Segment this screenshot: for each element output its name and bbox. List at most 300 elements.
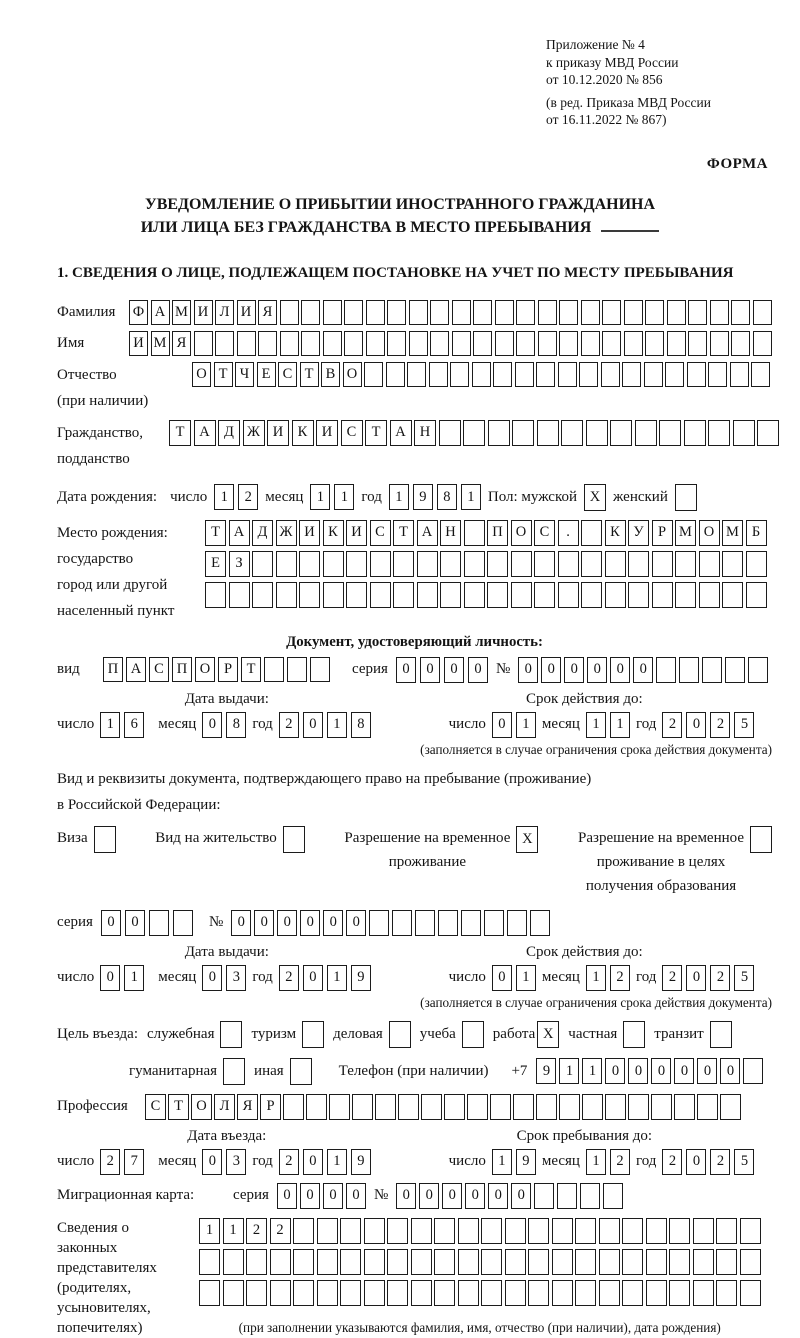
char-box[interactable]: 7: [124, 1149, 144, 1175]
char-box[interactable]: [731, 300, 750, 325]
char-box[interactable]: [720, 1094, 741, 1120]
char-box[interactable]: 1: [516, 712, 536, 738]
char-box[interactable]: [669, 1249, 690, 1275]
char-box[interactable]: [652, 551, 673, 577]
char-box[interactable]: П: [103, 657, 123, 682]
char-box[interactable]: [94, 826, 116, 853]
char-box[interactable]: Ф: [129, 300, 148, 325]
char-box[interactable]: [450, 362, 469, 387]
char-box[interactable]: 8: [226, 712, 246, 738]
char-box[interactable]: [276, 551, 297, 577]
char-box[interactable]: [534, 582, 555, 608]
char-box[interactable]: [628, 1094, 649, 1120]
char-box[interactable]: 0: [651, 1058, 671, 1084]
char-box[interactable]: [748, 657, 768, 683]
char-box[interactable]: [366, 300, 385, 325]
char-box[interactable]: С: [278, 362, 297, 387]
char-box[interactable]: [293, 1218, 314, 1244]
char-box[interactable]: [484, 910, 504, 936]
char-box[interactable]: 0: [444, 657, 464, 683]
char-box[interactable]: [246, 1249, 267, 1275]
char-box[interactable]: [552, 1218, 573, 1244]
char-box[interactable]: [317, 1218, 338, 1244]
char-box[interactable]: 0: [277, 910, 297, 936]
char-box[interactable]: 0: [633, 657, 653, 683]
char-box[interactable]: Е: [257, 362, 276, 387]
char-box[interactable]: Т: [300, 362, 319, 387]
char-box[interactable]: [464, 520, 485, 546]
char-box[interactable]: [280, 300, 299, 325]
char-box[interactable]: О: [192, 362, 211, 387]
char-box[interactable]: [693, 1249, 714, 1275]
char-box[interactable]: [452, 331, 471, 356]
char-box[interactable]: 1: [586, 712, 606, 738]
char-box[interactable]: [223, 1280, 244, 1306]
char-box[interactable]: 1: [389, 484, 409, 510]
char-box[interactable]: 0: [300, 1183, 320, 1209]
char-box[interactable]: Л: [215, 300, 234, 325]
char-box[interactable]: 9: [351, 1149, 371, 1175]
char-box[interactable]: [299, 582, 320, 608]
char-box[interactable]: [409, 300, 428, 325]
char-box[interactable]: 0: [202, 712, 222, 738]
char-box[interactable]: [223, 1249, 244, 1275]
char-box[interactable]: 2: [246, 1218, 267, 1244]
char-box[interactable]: [429, 362, 448, 387]
char-box[interactable]: 0: [100, 965, 120, 991]
char-box[interactable]: 2: [610, 1149, 630, 1175]
char-box[interactable]: [684, 420, 706, 446]
char-box[interactable]: [656, 657, 676, 683]
char-box[interactable]: Т: [365, 420, 387, 446]
char-box[interactable]: 0: [396, 1183, 416, 1209]
char-box[interactable]: [688, 331, 707, 356]
char-box[interactable]: [753, 300, 772, 325]
char-box[interactable]: И: [316, 420, 338, 446]
char-box[interactable]: [665, 362, 684, 387]
char-box[interactable]: [317, 1249, 338, 1275]
char-box[interactable]: [534, 1183, 554, 1209]
char-box[interactable]: [411, 1249, 432, 1275]
char-box[interactable]: 1: [492, 1149, 512, 1175]
char-box[interactable]: Т: [214, 362, 233, 387]
char-box[interactable]: [495, 331, 514, 356]
char-box[interactable]: [601, 362, 620, 387]
char-box[interactable]: И: [237, 300, 256, 325]
char-box[interactable]: 1: [586, 1149, 606, 1175]
char-box[interactable]: [512, 420, 534, 446]
char-box[interactable]: [205, 582, 226, 608]
char-box[interactable]: [488, 420, 510, 446]
char-box[interactable]: 2: [610, 965, 630, 991]
char-box[interactable]: [757, 420, 779, 446]
char-box[interactable]: О: [191, 1094, 212, 1120]
char-box[interactable]: 1: [582, 1058, 602, 1084]
char-box[interactable]: [434, 1218, 455, 1244]
char-box[interactable]: [534, 551, 555, 577]
char-box[interactable]: Ч: [235, 362, 254, 387]
char-box[interactable]: М: [722, 520, 743, 546]
char-box[interactable]: 0: [492, 712, 512, 738]
char-box[interactable]: [344, 331, 363, 356]
char-box[interactable]: [505, 1280, 526, 1306]
char-box[interactable]: [516, 331, 535, 356]
char-box[interactable]: [722, 551, 743, 577]
char-box[interactable]: 0: [125, 910, 145, 936]
char-box[interactable]: [458, 1280, 479, 1306]
char-box[interactable]: [409, 331, 428, 356]
char-box[interactable]: 0: [396, 657, 416, 683]
char-box[interactable]: Р: [260, 1094, 281, 1120]
char-box[interactable]: [194, 331, 213, 356]
char-box[interactable]: [220, 1021, 242, 1048]
char-box[interactable]: [511, 582, 532, 608]
char-box[interactable]: [487, 582, 508, 608]
char-box[interactable]: [440, 551, 461, 577]
char-box[interactable]: 2: [279, 965, 299, 991]
char-box[interactable]: [708, 420, 730, 446]
char-box[interactable]: [398, 1094, 419, 1120]
char-box[interactable]: А: [390, 420, 412, 446]
char-box[interactable]: [559, 331, 578, 356]
char-box[interactable]: С: [534, 520, 555, 546]
char-box[interactable]: [622, 1249, 643, 1275]
char-box[interactable]: [702, 657, 722, 683]
char-box[interactable]: [536, 362, 555, 387]
char-box[interactable]: [280, 331, 299, 356]
char-box[interactable]: [558, 551, 579, 577]
char-box[interactable]: И: [129, 331, 148, 356]
char-box[interactable]: [393, 551, 414, 577]
char-box[interactable]: 5: [734, 965, 754, 991]
char-box[interactable]: 1: [214, 484, 234, 510]
char-box[interactable]: К: [292, 420, 314, 446]
char-box[interactable]: [579, 362, 598, 387]
char-box[interactable]: 1: [327, 712, 347, 738]
char-box[interactable]: [513, 1094, 534, 1120]
char-box[interactable]: [199, 1280, 220, 1306]
char-box[interactable]: 0: [277, 1183, 297, 1209]
char-box[interactable]: О: [699, 520, 720, 546]
char-box[interactable]: [344, 300, 363, 325]
char-box[interactable]: [693, 1218, 714, 1244]
char-box[interactable]: М: [151, 331, 170, 356]
char-box[interactable]: [622, 1280, 643, 1306]
char-box[interactable]: 2: [662, 1149, 682, 1175]
char-box[interactable]: [516, 300, 535, 325]
char-box[interactable]: [538, 331, 557, 356]
char-box[interactable]: [599, 1218, 620, 1244]
char-box[interactable]: [716, 1249, 737, 1275]
char-box[interactable]: [461, 910, 481, 936]
char-box[interactable]: 0: [346, 910, 366, 936]
char-box[interactable]: 0: [202, 965, 222, 991]
char-box[interactable]: 0: [323, 910, 343, 936]
char-box[interactable]: [458, 1218, 479, 1244]
char-box[interactable]: [530, 910, 550, 936]
char-box[interactable]: [270, 1280, 291, 1306]
char-box[interactable]: 0: [303, 712, 323, 738]
char-box[interactable]: [301, 300, 320, 325]
char-box[interactable]: [364, 1280, 385, 1306]
char-box[interactable]: [740, 1280, 761, 1306]
char-box[interactable]: X: [584, 484, 606, 511]
char-box[interactable]: [511, 551, 532, 577]
char-box[interactable]: [710, 300, 729, 325]
char-box[interactable]: [731, 331, 750, 356]
char-box[interactable]: [708, 362, 727, 387]
char-box[interactable]: А: [417, 520, 438, 546]
char-box[interactable]: О: [343, 362, 362, 387]
char-box[interactable]: [674, 1094, 695, 1120]
char-box[interactable]: 0: [323, 1183, 343, 1209]
char-box[interactable]: [287, 657, 307, 682]
char-box[interactable]: [558, 362, 577, 387]
char-box[interactable]: Т: [205, 520, 226, 546]
char-box[interactable]: 0: [587, 657, 607, 683]
char-box[interactable]: [440, 582, 461, 608]
char-box[interactable]: [438, 910, 458, 936]
char-box[interactable]: 0: [101, 910, 121, 936]
char-box[interactable]: [340, 1218, 361, 1244]
char-box[interactable]: [725, 657, 745, 683]
char-box[interactable]: 8: [351, 712, 371, 738]
char-box[interactable]: 2: [270, 1218, 291, 1244]
char-box[interactable]: [340, 1280, 361, 1306]
char-box[interactable]: [417, 582, 438, 608]
char-box[interactable]: [537, 420, 559, 446]
char-box[interactable]: [252, 582, 273, 608]
char-box[interactable]: [753, 331, 772, 356]
char-box[interactable]: [624, 300, 643, 325]
char-box[interactable]: [293, 1249, 314, 1275]
char-box[interactable]: 0: [303, 965, 323, 991]
char-box[interactable]: 3: [226, 1149, 246, 1175]
char-box[interactable]: [582, 1094, 603, 1120]
char-box[interactable]: Т: [168, 1094, 189, 1120]
char-box[interactable]: [575, 1249, 596, 1275]
char-box[interactable]: 0: [488, 1183, 508, 1209]
char-box[interactable]: 2: [710, 965, 730, 991]
char-box[interactable]: [710, 1021, 732, 1048]
char-box[interactable]: [495, 300, 514, 325]
char-box[interactable]: [299, 551, 320, 577]
char-box[interactable]: [667, 300, 686, 325]
char-box[interactable]: [323, 331, 342, 356]
char-box[interactable]: Д: [252, 520, 273, 546]
char-box[interactable]: Н: [414, 420, 436, 446]
char-box[interactable]: П: [172, 657, 192, 682]
char-box[interactable]: [340, 1249, 361, 1275]
char-box[interactable]: [622, 362, 641, 387]
char-box[interactable]: [552, 1280, 573, 1306]
char-box[interactable]: 9: [413, 484, 433, 510]
char-box[interactable]: [667, 331, 686, 356]
char-box[interactable]: [237, 331, 256, 356]
char-box[interactable]: 0: [254, 910, 274, 936]
char-box[interactable]: 0: [541, 657, 561, 683]
char-box[interactable]: [581, 331, 600, 356]
char-box[interactable]: [346, 582, 367, 608]
char-box[interactable]: [364, 362, 383, 387]
char-box[interactable]: [364, 1249, 385, 1275]
char-box[interactable]: 1: [327, 1149, 347, 1175]
char-box[interactable]: 0: [686, 712, 706, 738]
char-box[interactable]: [628, 582, 649, 608]
char-box[interactable]: Я: [258, 300, 277, 325]
char-box[interactable]: 0: [465, 1183, 485, 1209]
char-box[interactable]: И: [299, 520, 320, 546]
char-box[interactable]: [536, 1094, 557, 1120]
char-box[interactable]: [740, 1218, 761, 1244]
char-box[interactable]: 1: [559, 1058, 579, 1084]
char-box[interactable]: [559, 300, 578, 325]
char-box[interactable]: 8: [437, 484, 457, 510]
char-box[interactable]: [623, 1021, 645, 1048]
char-box[interactable]: [628, 551, 649, 577]
char-box[interactable]: [710, 331, 729, 356]
char-box[interactable]: [270, 1249, 291, 1275]
char-box[interactable]: 2: [662, 712, 682, 738]
char-box[interactable]: [688, 300, 707, 325]
char-box[interactable]: Ж: [243, 420, 265, 446]
char-box[interactable]: А: [229, 520, 250, 546]
char-box[interactable]: [557, 1183, 577, 1209]
char-box[interactable]: [229, 582, 250, 608]
char-box[interactable]: [439, 420, 461, 446]
char-box[interactable]: [490, 1094, 511, 1120]
char-box[interactable]: Р: [652, 520, 673, 546]
char-box[interactable]: [258, 331, 277, 356]
char-box[interactable]: [716, 1218, 737, 1244]
char-box[interactable]: С: [149, 657, 169, 682]
char-box[interactable]: [622, 1218, 643, 1244]
char-box[interactable]: [434, 1280, 455, 1306]
char-box[interactable]: [215, 331, 234, 356]
char-box[interactable]: [635, 420, 657, 446]
char-box[interactable]: 0: [628, 1058, 648, 1084]
char-box[interactable]: [302, 1021, 324, 1048]
char-box[interactable]: М: [172, 300, 191, 325]
char-box[interactable]: [290, 1058, 312, 1085]
char-box[interactable]: 2: [279, 1149, 299, 1175]
char-box[interactable]: [392, 910, 412, 936]
char-box[interactable]: [552, 1249, 573, 1275]
char-box[interactable]: Т: [169, 420, 191, 446]
char-box[interactable]: [581, 551, 602, 577]
char-box[interactable]: 0: [686, 1149, 706, 1175]
char-box[interactable]: 1: [223, 1218, 244, 1244]
char-box[interactable]: 5: [734, 1149, 754, 1175]
char-box[interactable]: [369, 910, 389, 936]
char-box[interactable]: [581, 582, 602, 608]
char-box[interactable]: У: [628, 520, 649, 546]
char-box[interactable]: 0: [518, 657, 538, 683]
char-box[interactable]: [722, 582, 743, 608]
char-box[interactable]: [750, 826, 772, 853]
char-box[interactable]: [687, 362, 706, 387]
char-box[interactable]: [370, 582, 391, 608]
char-box[interactable]: [581, 520, 602, 546]
char-box[interactable]: 1: [461, 484, 481, 510]
char-box[interactable]: [276, 582, 297, 608]
char-box[interactable]: [366, 331, 385, 356]
char-box[interactable]: Я: [172, 331, 191, 356]
char-box[interactable]: [493, 362, 512, 387]
char-box[interactable]: [317, 1280, 338, 1306]
char-box[interactable]: [417, 551, 438, 577]
char-box[interactable]: [481, 1218, 502, 1244]
char-box[interactable]: 0: [697, 1058, 717, 1084]
char-box[interactable]: 1: [100, 712, 120, 738]
char-box[interactable]: [610, 420, 632, 446]
char-box[interactable]: [669, 1280, 690, 1306]
char-box[interactable]: [528, 1249, 549, 1275]
char-box[interactable]: [481, 1280, 502, 1306]
char-box[interactable]: [199, 1249, 220, 1275]
char-box[interactable]: [481, 1249, 502, 1275]
char-box[interactable]: [389, 1021, 411, 1048]
char-box[interactable]: [387, 331, 406, 356]
char-box[interactable]: 0: [346, 1183, 366, 1209]
char-box[interactable]: 2: [710, 1149, 730, 1175]
char-box[interactable]: [310, 657, 330, 682]
char-box[interactable]: [472, 362, 491, 387]
char-box[interactable]: Т: [393, 520, 414, 546]
char-box[interactable]: О: [195, 657, 215, 682]
char-box[interactable]: [743, 1058, 763, 1084]
char-box[interactable]: [740, 1249, 761, 1275]
char-box[interactable]: А: [194, 420, 216, 446]
char-box[interactable]: Р: [218, 657, 238, 682]
char-box[interactable]: X: [516, 826, 538, 853]
char-box[interactable]: [464, 551, 485, 577]
char-box[interactable]: П: [487, 520, 508, 546]
char-box[interactable]: К: [323, 520, 344, 546]
char-box[interactable]: 0: [564, 657, 584, 683]
char-box[interactable]: [252, 551, 273, 577]
char-box[interactable]: 0: [605, 1058, 625, 1084]
char-box[interactable]: [693, 1280, 714, 1306]
char-box[interactable]: [407, 362, 426, 387]
char-box[interactable]: [624, 331, 643, 356]
char-box[interactable]: И: [267, 420, 289, 446]
char-box[interactable]: [675, 551, 696, 577]
char-box[interactable]: [430, 300, 449, 325]
char-box[interactable]: В: [321, 362, 340, 387]
char-box[interactable]: [580, 1183, 600, 1209]
char-box[interactable]: [434, 1249, 455, 1275]
char-box[interactable]: [473, 331, 492, 356]
char-box[interactable]: 2: [662, 965, 682, 991]
char-box[interactable]: [386, 362, 405, 387]
char-box[interactable]: [679, 657, 699, 683]
char-box[interactable]: М: [675, 520, 696, 546]
char-box[interactable]: [487, 551, 508, 577]
char-box[interactable]: [697, 1094, 718, 1120]
char-box[interactable]: [559, 1094, 580, 1120]
char-box[interactable]: [387, 1218, 408, 1244]
char-box[interactable]: [452, 300, 471, 325]
char-box[interactable]: [746, 551, 767, 577]
char-box[interactable]: [581, 300, 600, 325]
char-box[interactable]: [301, 331, 320, 356]
char-box[interactable]: [415, 910, 435, 936]
char-box[interactable]: 1: [124, 965, 144, 991]
char-box[interactable]: 2: [279, 712, 299, 738]
char-box[interactable]: [411, 1280, 432, 1306]
char-box[interactable]: [528, 1218, 549, 1244]
